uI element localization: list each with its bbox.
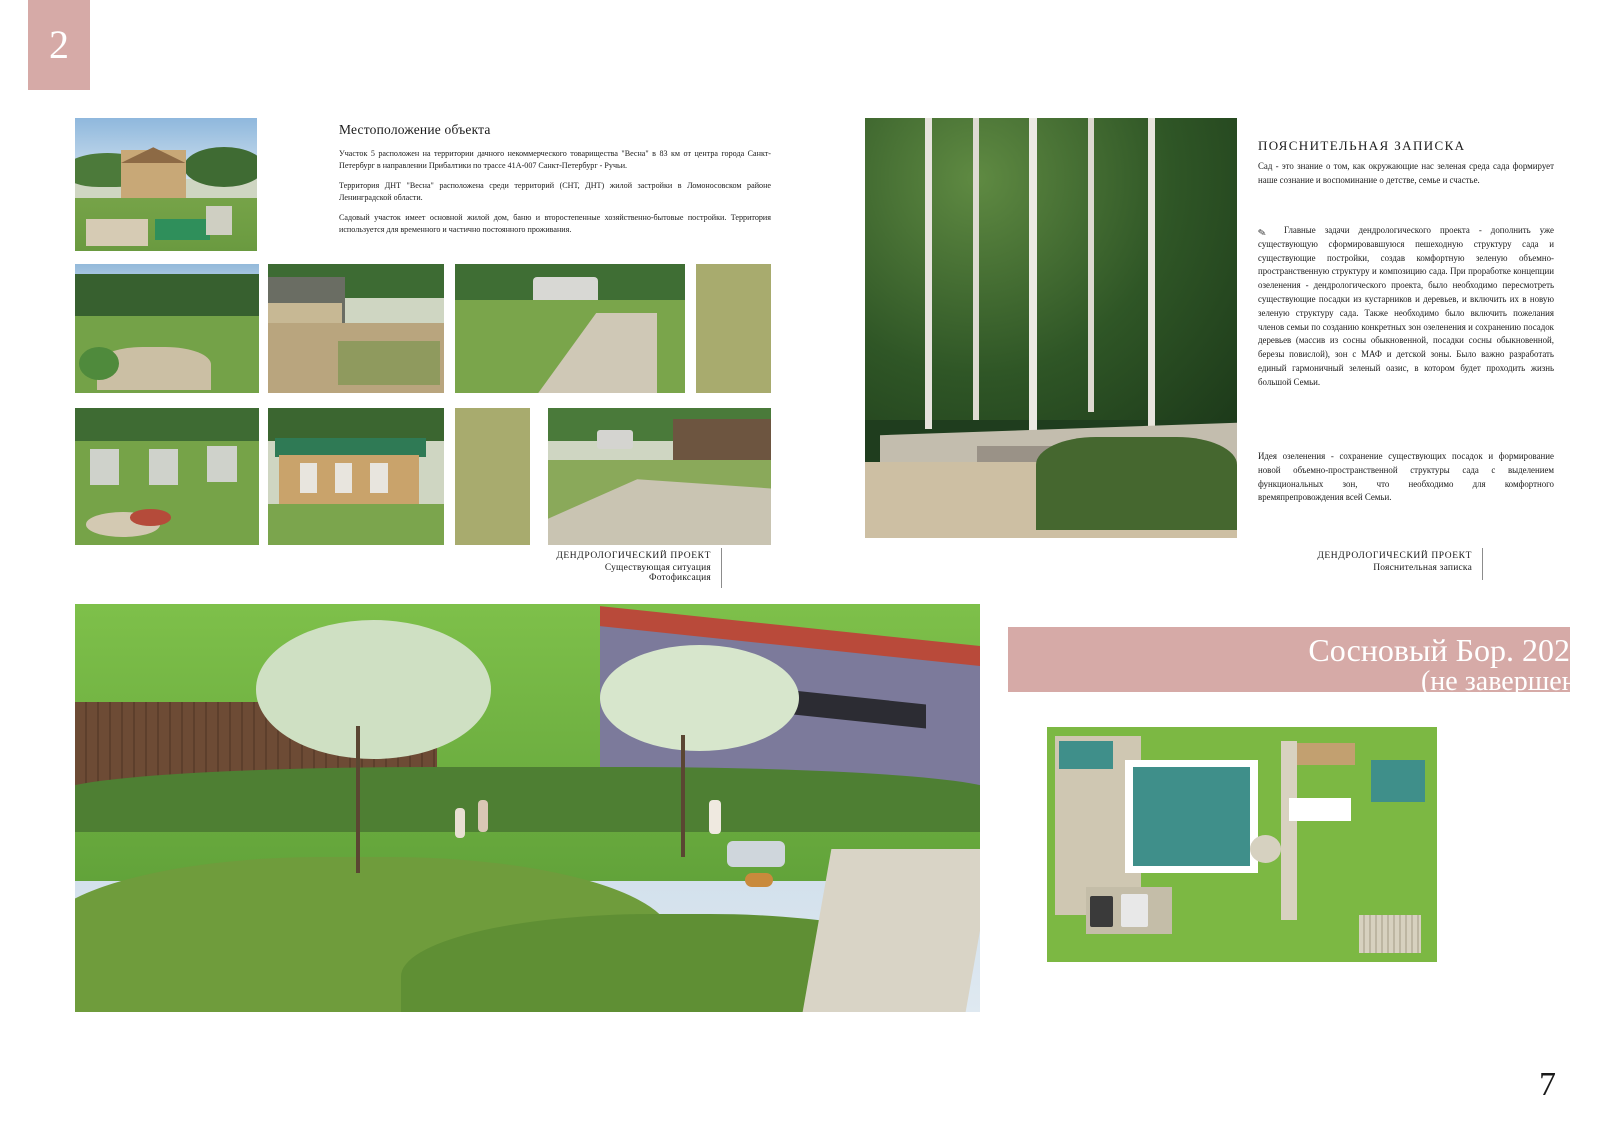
location-paragraph-2: Территория ДНТ "Весна" расположена среди территорий (СНТ, ДНТ) жилой застройки в Ломоносовском районе Ленинградской области. xyxy=(339,181,771,203)
garden-visualisation-render xyxy=(75,604,980,1012)
green-swatch-2 xyxy=(455,408,530,545)
playground-photo xyxy=(75,408,259,545)
location-paragraph-3: Садовый участок имеет основной жилой дом, баню и второстепенные хозяйственно-бытовые постройки. Территория используется для временного и частично постоянного проживания. xyxy=(339,213,771,235)
location-title: Местоположение объекта xyxy=(339,122,491,137)
note-closing: Идея озеленения - сохранение существующих посадок и формирование новой объемно-пространственной структуры сада с выделением функциональных зон, что необходимо для комфортного времяпрепровождения всей Семьи. xyxy=(1258,451,1554,503)
pen-icon: ✎ xyxy=(1257,227,1268,240)
footer-page-number: 7 xyxy=(1539,1066,1556,1103)
project-banner-text xyxy=(1308,634,1586,696)
garden-path-photo xyxy=(75,264,259,393)
driveway-paving-photo xyxy=(455,264,685,393)
note-caption-line1: ДЕНДРОЛОГИЧЕСКИЙ ПРОЕКТ xyxy=(1317,551,1472,561)
photofixation-caption-line1: ДЕНДРОЛОГИЧЕСКИЙ ПРОЕКТ xyxy=(556,551,711,561)
note-caption-rule xyxy=(1482,548,1483,580)
photofixation-caption xyxy=(471,551,711,583)
photofixation-caption-rule xyxy=(721,548,722,588)
project-banner-line2: (не завершен) xyxy=(1420,666,1586,697)
bathhouse-green-roof-photo xyxy=(268,408,444,545)
house-with-playground-photo xyxy=(75,118,257,251)
project-banner-line1: Сосновый Бор. 2021 xyxy=(1308,632,1586,668)
note-caption-line2: Пояснительная записка xyxy=(1373,563,1472,573)
photofixation-caption-line2: Существующая ситуация xyxy=(604,563,711,573)
page-number-tab xyxy=(28,0,90,90)
note-intro: Сад - это знание о том, как окружающие нас зеленая среда сада формирует наше сознание и воспоминание о детстве, семье и счастье. xyxy=(1258,161,1554,185)
car-on-driveway-photo xyxy=(548,408,771,545)
page-number-tab-value: 2 xyxy=(49,22,69,67)
green-swatch-1 xyxy=(696,264,771,393)
note-caption xyxy=(1250,551,1472,573)
site-master-plan xyxy=(1047,727,1437,962)
note-body: Главные задачи дендрологического проекта - дополнить уже существующую сформировавшуюся пешеходную структуру сада и существующие постройки, создав комфортную зеленую объемно-пространственную структуру и композицию сада. При проработке концепции озеленения - дендрологического проекта, было необходимо пересмотреть существующие посадки из кустарников и деревьев, и включить их в новую зеленую структуру сада. Также необходимо было включить пожелания членов семьи по созданию конкретных зон озеленения и сохранению посадок деревьев (массив из сосны обыкновенной, посадки сосны обыкновенной, березы повислой), зон с МАФ и детской зоны. Было важно разработать единый гармоничный зеленый оазис, в котором будет проходить жизнь большой Семьи. xyxy=(1258,225,1554,387)
birch-grove-bench-photo xyxy=(865,118,1237,538)
photofixation-caption-line3: Фотофиксация xyxy=(648,573,711,583)
location-paragraph-1: Участок 5 расположен на территории дачного некоммерческого товарищества "Весна" в 83 км от центра города Санкт-Петербург в направлении Прибалтики по трассе 41А-007 Санкт-Петербург - Ручьи. xyxy=(339,149,771,171)
note-title: ПОЯСНИТЕЛЬНАЯ ЗАПИСКА xyxy=(1258,138,1466,153)
house-roof-construction-photo xyxy=(268,264,444,393)
